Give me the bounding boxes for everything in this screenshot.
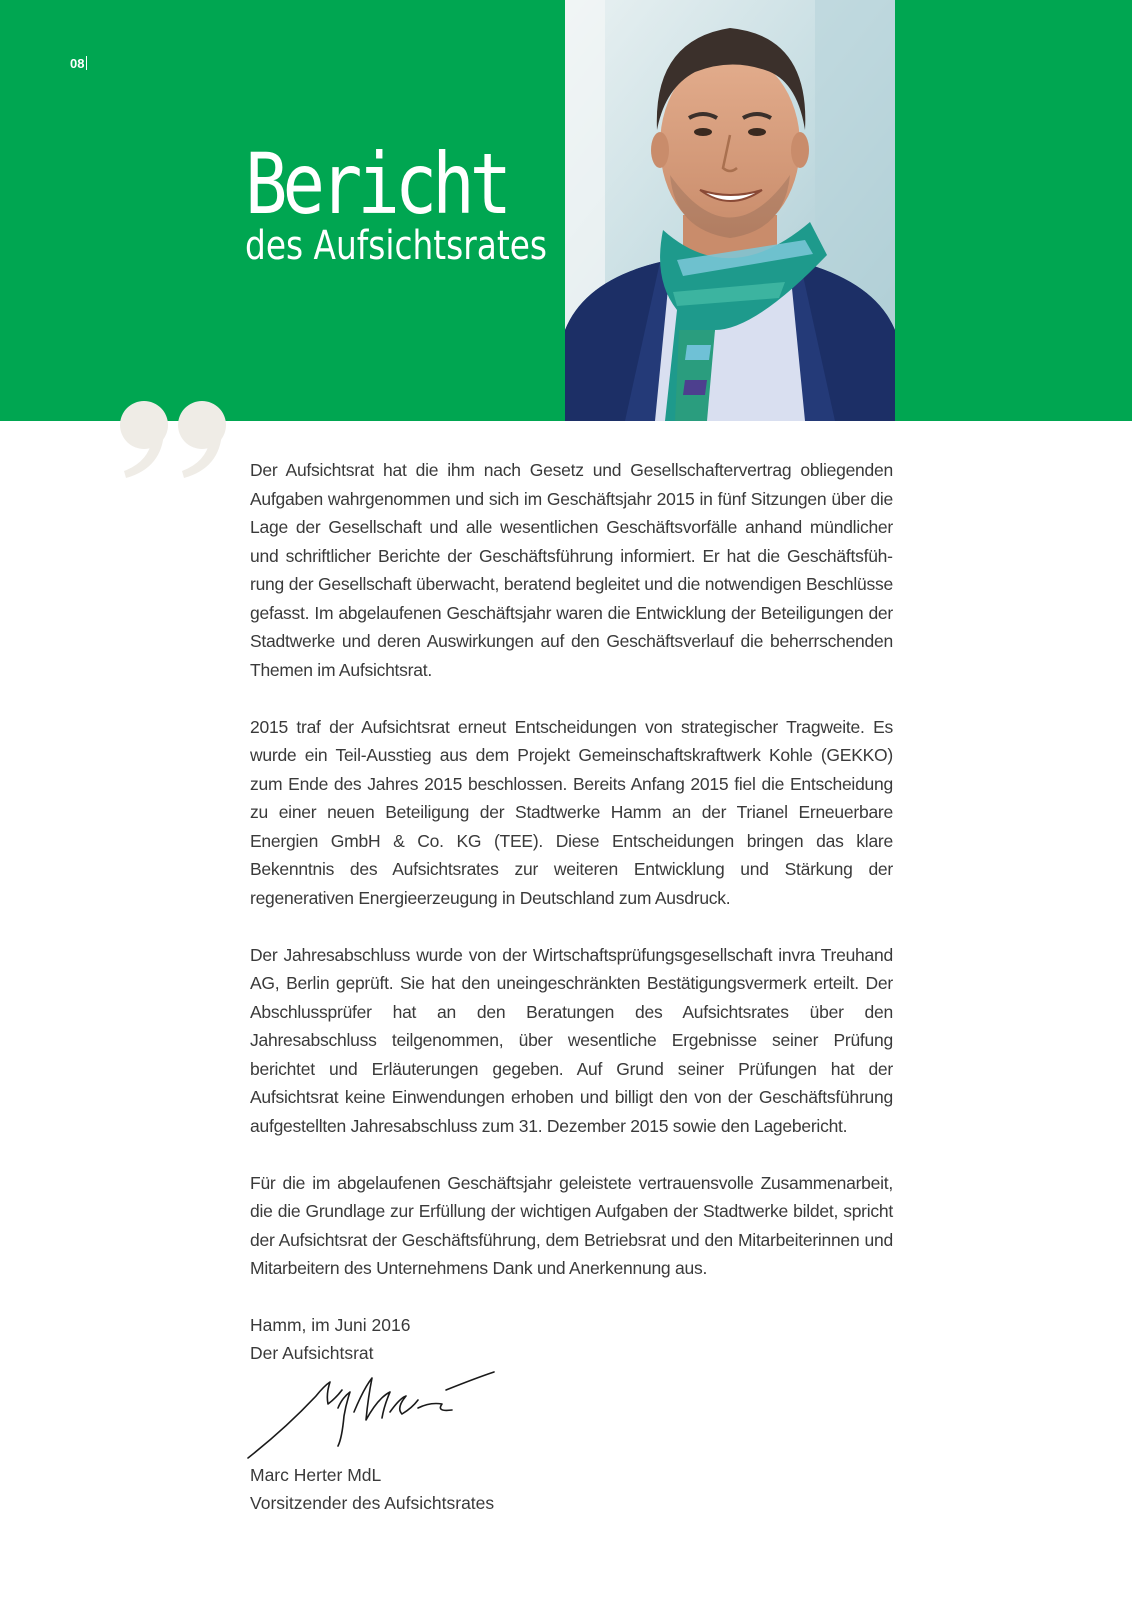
paragraph: Der Aufsichtsrat hat die ihm nach Gesetz und Gesellschaftervertrag obliegenden Aufgaben wahrgenommen und sich im Geschäftsjahr 2015 in fünf Sitzungen über die Lage der Gesellschaft und alle wesentlichen Geschäftsvorfälle anhand mündlicher und schriftlicher Berichte der Geschäftsführung informiert. Er hat die Geschäftsführung der Gesellschaft überwacht, beratend begleitet und die notwendigen Beschlüsse gefasst. Im abgelaufenen Geschäftsjahr waren die Entwicklung der Beteiligungen der Stadtwerke und deren Auswirkungen auf den Geschäftsverlauf die beherrschenden Themen im Aufsichtsrat. bbox=[250, 460, 893, 680]
title-main: Bericht bbox=[245, 135, 508, 233]
place-date: Hamm, im Juni 2016 bbox=[250, 1315, 411, 1335]
signer-role: Vorsitzender des Aufsichtsrates bbox=[250, 1493, 495, 1513]
portrait-photo bbox=[565, 0, 895, 421]
report-body bbox=[250, 456, 893, 1311]
paragraph: Für die im abgelaufenen Geschäftsjahr geleistete vertrauensvolle Zusammenarbeit, die die Grundlage zur Erfüllung der wichtigen Aufgaben der Stadtwerke bildet, spricht der Aufsichtsrat der Geschäftsführung, dem Betriebsrat und den Mitarbeiterinnen und Mitarbeitern des Unternehmens Dank und Anerkennung aus. bbox=[250, 1172, 893, 1278]
paragraph: Der Jahresabschluss wurde von der Wirtschaftsprüfungsgesellschaft invra Treuhand AG, Berlin geprüft. Sie hat den uneingeschränkten Bestätigungsvermerk erteilt. Der Abschlussprüfer hat an den Beratungen des Aufsichtsrates über den Jahresabschluss teilgenommen, über wesentliche Ergebnisse seiner Prüfung berichtet und Erläuterungen gegeben. Auf Grund seiner Prüfungen hat der Aufsichtsrat keine Einwendungen erhoben und billigt den von der Geschäftsführung aufgestellten Jahresabschluss zum 31. Dezember 2015 sowie den Lagebericht. bbox=[250, 944, 893, 1136]
title-subtitle: des Aufsichtsrates bbox=[245, 223, 547, 269]
handwritten-signature bbox=[246, 1368, 496, 1460]
page-title bbox=[245, 135, 613, 269]
signer-name: Marc Herter MdL bbox=[250, 1465, 382, 1485]
closing-quote-icon bbox=[118, 398, 236, 482]
paragraph: 2015 traf der Aufsichtsrat erneut Entscheidungen von strategischer Tragweite. Es wurde ein Teil-Ausstieg aus dem Projekt Gemeinschaftskraftwerk Kohle (GEKKO) zum Ende des Jahres 2015 beschlossen. Bereits Anfang 2015 fiel die Entscheidung zu einer neuen Beteiligung der Stadtwerke Hamm an der Trianel Erneuerbare Energien GmbH & Co. KG (TEE). Diese Entscheidungen bringen das klare Bekenntnis des Aufsichtsrates zur weiteren Entwicklung und Stärkung der regenerativen Energieerzeugung in Deutschland zum Ausdruck. bbox=[250, 716, 893, 908]
closing-block bbox=[250, 1311, 650, 1367]
portrait-illustration bbox=[565, 0, 895, 421]
page-number: 08 bbox=[70, 56, 87, 71]
closing-body: Der Aufsichtsrat bbox=[250, 1343, 374, 1363]
signer-block bbox=[250, 1461, 650, 1517]
